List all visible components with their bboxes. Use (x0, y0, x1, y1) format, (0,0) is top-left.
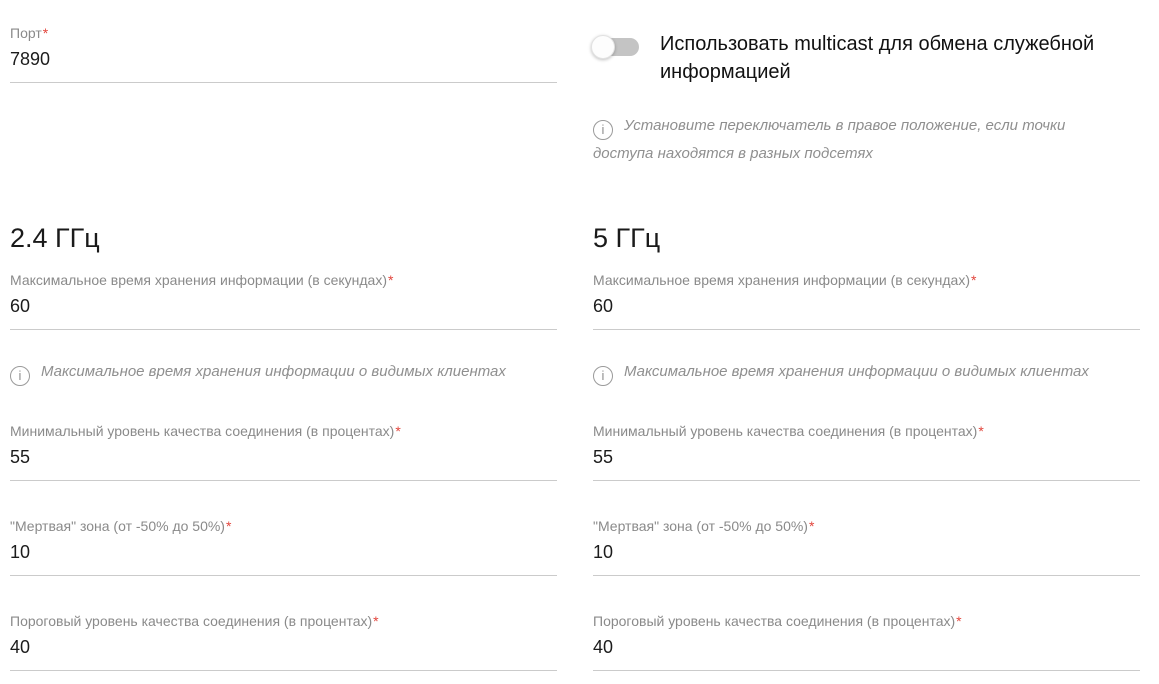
max-storage-time-field-2_4 (10, 272, 557, 330)
max-storage-time-label-text: Максимальное время хранения информации (в секундах) (10, 272, 388, 288)
band-title-5ghz: 5 ГГц (593, 223, 661, 253)
threshold-quality-label-text: Пороговый уровень качества соединения (в процентах) (10, 613, 373, 629)
info-icon: i (10, 366, 30, 386)
max-storage-time-label (593, 272, 1140, 289)
min-quality-input-5[interactable] (593, 446, 1140, 481)
threshold-quality-label (593, 613, 1140, 630)
dead-zone-label-text: "Мертвая" зона (от -50% до 50%) (593, 518, 808, 534)
max-storage-time-hint-2_4 (10, 358, 557, 386)
min-quality-label-text: Минимальный уровень качества соединения (в процентах) (593, 423, 978, 439)
max-storage-time-label-text: Максимальное время хранения информации (в секундах) (593, 272, 971, 288)
multicast-hint-text: Установите переключатель в правое положение, если точки доступа находятся в разных подсетях (593, 117, 1066, 162)
required-asterisk: * (225, 518, 232, 534)
required-asterisk: * (388, 272, 394, 288)
required-asterisk: * (971, 272, 977, 288)
min-quality-label (593, 423, 1140, 440)
band-section-2_4ghz (10, 222, 557, 671)
dead-zone-input-2_4[interactable] (10, 541, 557, 576)
port-field (10, 25, 557, 83)
required-asterisk: * (978, 423, 984, 439)
required-asterisk: * (395, 423, 401, 439)
dead-zone-field-5 (593, 518, 1140, 576)
multicast-toggle-label: Использовать multicast для обмена служебной информацией (660, 33, 1095, 83)
toggle-knob-icon (591, 35, 615, 59)
threshold-quality-field-5 (593, 613, 1140, 671)
max-storage-time-hint-5 (593, 358, 1140, 386)
port-field-block (10, 25, 557, 83)
info-icon: i (593, 120, 613, 140)
port-field-label-text: Порт (10, 25, 42, 41)
dead-zone-field-2_4 (10, 518, 557, 576)
required-asterisk: * (808, 518, 815, 534)
threshold-quality-label (10, 613, 557, 630)
band-section-5ghz (593, 222, 1140, 671)
multicast-toggle[interactable] (593, 38, 639, 56)
required-asterisk: * (956, 613, 962, 629)
threshold-quality-label-text: Пороговый уровень качества соединения (в процентах) (593, 613, 956, 629)
min-quality-label-text: Минимальный уровень качества соединения (в процентах) (10, 423, 395, 439)
port-input[interactable] (10, 48, 557, 83)
max-storage-time-field-5 (593, 272, 1140, 330)
dead-zone-label (10, 518, 557, 535)
threshold-quality-input-5[interactable] (593, 636, 1140, 671)
multicast-toggle-row (593, 30, 1140, 86)
min-quality-field-2_4 (10, 423, 557, 481)
info-icon: i (593, 366, 613, 386)
required-asterisk: * (373, 613, 379, 629)
threshold-quality-input-2_4[interactable] (10, 636, 557, 671)
min-quality-label (10, 423, 557, 440)
dead-zone-label (593, 518, 1140, 535)
multicast-block (593, 25, 1140, 168)
max-storage-time-input-5[interactable] (593, 295, 1140, 330)
form-grid (10, 25, 1159, 671)
min-quality-field-5 (593, 423, 1140, 481)
port-field-label (10, 25, 557, 42)
band-title-2_4ghz: 2.4 ГГц (10, 223, 100, 253)
max-storage-time-hint-text: Максимальное время хранения информации о видимых клиентах (41, 363, 506, 380)
dead-zone-label-text: "Мертвая" зона (от -50% до 50%) (10, 518, 225, 534)
max-storage-time-label (10, 272, 557, 289)
multicast-hint (593, 112, 1123, 168)
max-storage-time-input-2_4[interactable] (10, 295, 557, 330)
min-quality-input-2_4[interactable] (10, 446, 557, 481)
max-storage-time-hint-text: Максимальное время хранения информации о видимых клиентах (624, 363, 1089, 380)
dead-zone-input-5[interactable] (593, 541, 1140, 576)
threshold-quality-field-2_4 (10, 613, 557, 671)
required-asterisk: * (42, 25, 49, 41)
